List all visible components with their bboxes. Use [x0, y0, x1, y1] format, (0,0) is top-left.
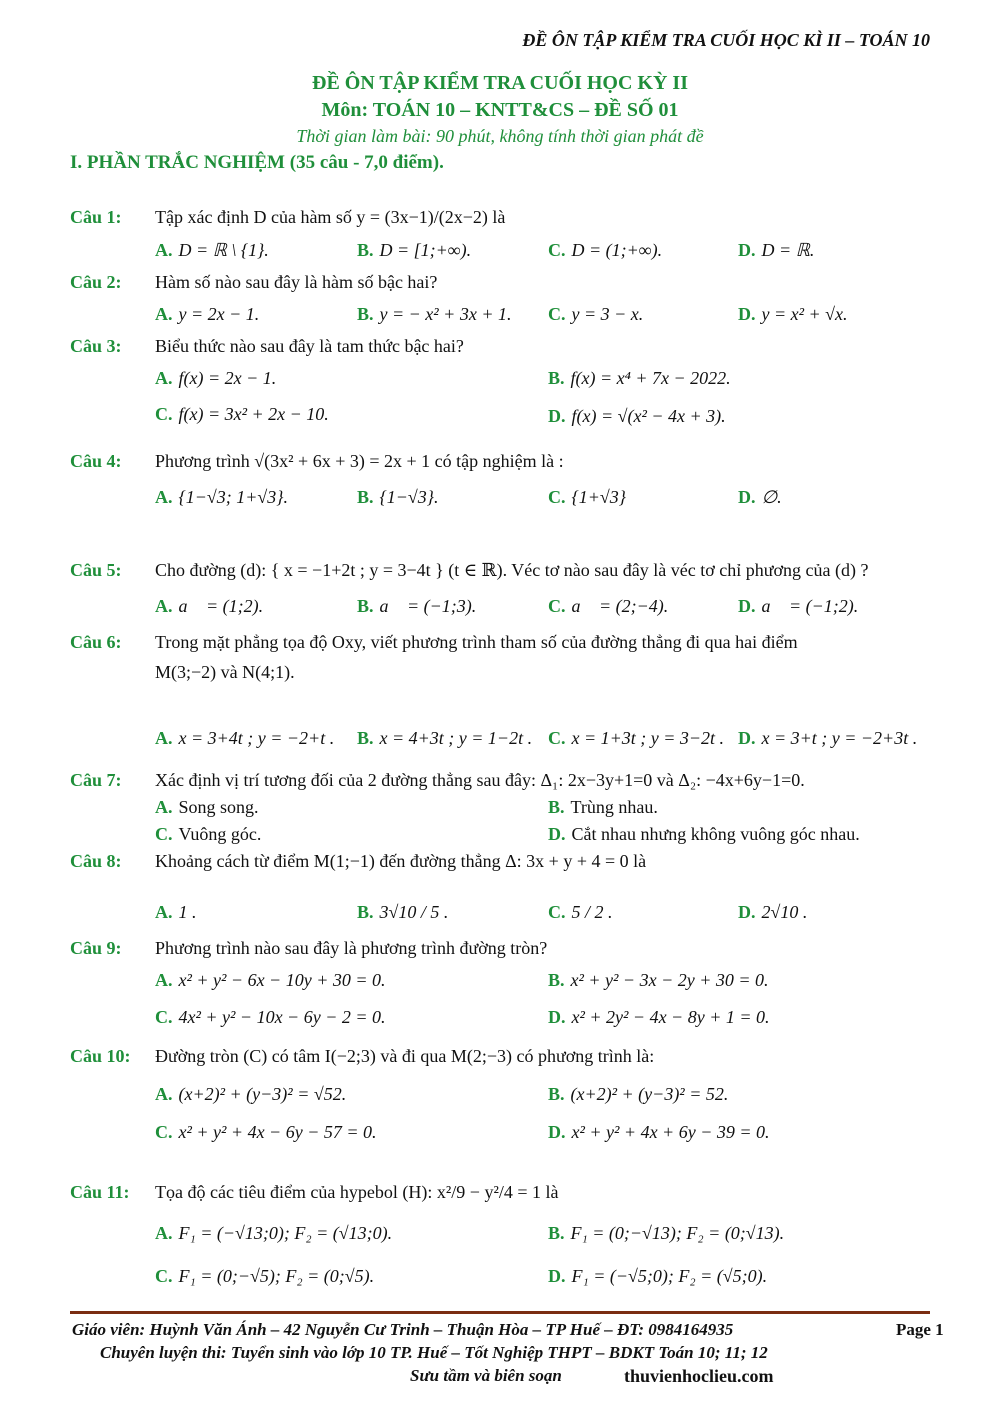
q10-option-b[interactable]: B. (x+2)² + (y−3)² = 52. — [548, 1084, 729, 1104]
q5-option-a[interactable]: A. a⃗ = (1;2). — [155, 596, 264, 616]
q2-option-c[interactable]: C. y = 3 − x. — [548, 304, 644, 324]
q3-option-c[interactable]: C. f(x) = 3x² + 2x − 10. — [155, 404, 329, 424]
q2-option-b[interactable]: B. y = − x² + 3x + 1. — [357, 304, 512, 324]
question-text: Khoảng cách từ điểm M(1;−1) đến đường thẳng Δ: 3x + y + 4 = 0 là — [155, 851, 647, 871]
question-number: Câu 2: — [70, 272, 122, 292]
question-number: Câu 6: — [70, 632, 122, 652]
question-number: Câu 1: — [70, 207, 122, 227]
exam-title: ĐỀ ÔN TẬP KIỂM TRA CUỐI HỌC KỲ II — [312, 72, 688, 94]
question-text: Biểu thức nào sau đây là tam thức bậc hai? — [155, 336, 464, 356]
q4-option-a[interactable]: A. {1−√3; 1+√3}. — [155, 487, 288, 507]
q10-option-c[interactable]: C. x² + y² + 4x − 6y − 57 = 0. — [155, 1122, 377, 1142]
question-number: Câu 4: — [70, 451, 122, 471]
question-text: Tọa độ các tiêu điểm của hypebol (H): x²/9 − y²/4 = 1 là — [155, 1182, 559, 1202]
question-number: Câu 9: — [70, 938, 122, 958]
footer-divider — [70, 1311, 930, 1314]
q11-option-d[interactable]: D. F₁ = (−√5;0); F₂ = (√5;0). — [548, 1266, 768, 1286]
q6-option-b[interactable]: B. x = 4+3t ; y = 1−2t . — [357, 728, 533, 748]
question-text: Phương trình nào sau đây là phương trình đường tròn? — [155, 938, 548, 958]
question-number: Câu 5: — [70, 560, 122, 580]
q6-option-d[interactable]: D. x = 3+t ; y = −2+3t . — [738, 728, 918, 748]
section-heading: I. PHẦN TRẮC NGHIỆM (35 câu - 7,0 điểm). — [70, 152, 444, 173]
q1-option-d[interactable]: D. D = ℝ. — [738, 240, 815, 260]
q8-option-b[interactable]: B. 3√10 / 5 . — [357, 902, 449, 922]
exam-duration: Thời gian làm bài: 90 phút, không tính thời gian phát đề — [296, 126, 704, 146]
question-text: Đường tròn (C) có tâm I(−2;3) và đi qua M(2;−3) có phương trình là: — [155, 1046, 655, 1066]
q5-option-b[interactable]: B. a⃗ = (−1;3). — [357, 596, 477, 616]
page-header: ĐỀ ÔN TẬP KIỂM TRA CUỐI HỌC KÌ II – TOÁN 10 — [522, 30, 930, 50]
question-text: Hàm số nào sau đây là hàm số bậc hai? — [155, 272, 438, 292]
q5-option-c[interactable]: C. a⃗ = (2;−4). — [548, 596, 669, 616]
q8-option-a[interactable]: A. 1 . — [155, 902, 197, 922]
q1-option-b[interactable]: B. D = [1;+∞). — [357, 240, 472, 260]
q11-option-b[interactable]: B. F₁ = (0;−√13); F₂ = (0;√13). — [548, 1223, 785, 1243]
footer-website[interactable]: thuvienhoclieu.com — [624, 1366, 774, 1386]
q1-option-c[interactable]: C. D = (1;+∞). — [548, 240, 663, 260]
question-text: M(3;−2) và N(4;1). — [155, 662, 295, 682]
q3-option-a[interactable]: A. f(x) = 2x − 1. — [155, 368, 277, 388]
question-text: Trong mặt phẳng tọa độ Oxy, viết phương trình tham số của đường thẳng đi qua hai điểm — [155, 632, 798, 652]
q7-option-d[interactable]: D. Cắt nhau nhưng không vuông góc nhau. — [548, 824, 860, 844]
q2-option-a[interactable]: A. y = 2x − 1. — [155, 304, 260, 324]
q2-option-d[interactable]: D. y = x² + √x. — [738, 304, 848, 324]
question-number: Câu 11: — [70, 1182, 130, 1202]
q8-option-c[interactable]: C. 5 / 2 . — [548, 902, 613, 922]
question-text: Phương trình √(3x² + 6x + 3) = 2x + 1 có tập nghiệm là : — [155, 451, 564, 471]
q9-option-a[interactable]: A. x² + y² − 6x − 10y + 30 = 0. — [155, 970, 386, 990]
q6-option-c[interactable]: C. x = 1+3t ; y = 3−2t . — [548, 728, 725, 748]
question-number: Câu 8: — [70, 851, 122, 871]
q3-option-b[interactable]: B. f(x) = x⁴ + 7x − 2022. — [548, 368, 731, 388]
exam-subject: Môn: TOÁN 10 – KNTT&CS – ĐỀ SỐ 01 — [321, 99, 679, 121]
q5-option-d[interactable]: D. a⃗ = (−1;2). — [738, 596, 859, 616]
q7-option-b[interactable]: B. Trùng nhau. — [548, 797, 658, 817]
q10-option-d[interactable]: D. x² + y² + 4x + 6y − 39 = 0. — [548, 1122, 770, 1142]
q9-option-d[interactable]: D. x² + 2y² − 4x − 8y + 1 = 0. — [548, 1007, 770, 1027]
q7-option-a[interactable]: A. Song song. — [155, 797, 259, 817]
q7-option-c[interactable]: C. Vuông góc. — [155, 824, 262, 844]
q4-option-b[interactable]: B. {1−√3}. — [357, 487, 439, 507]
q11-option-c[interactable]: C. F₁ = (0;−√5); F₂ = (0;√5). — [155, 1266, 375, 1286]
q3-option-d[interactable]: D. f(x) = √(x² − 4x + 3). — [548, 406, 726, 426]
q9-option-c[interactable]: C. 4x² + y² − 10x − 6y − 2 = 0. — [155, 1007, 386, 1027]
footer-credit: Sưu tầm và biên soạn — [410, 1366, 562, 1385]
q11-option-a[interactable]: A. F₁ = (−√13;0); F₂ = (√13;0). — [155, 1223, 393, 1243]
q4-option-d[interactable]: D. ∅. — [738, 487, 782, 507]
question-number: Câu 3: — [70, 336, 122, 356]
q9-option-b[interactable]: B. x² + y² − 3x − 2y + 30 = 0. — [548, 970, 769, 990]
question-number: Câu 7: — [70, 770, 122, 790]
question-text: Cho đường (d): { x = −1+2t ; y = 3−4t } (t ∈ ℝ). Véc tơ nào sau đây là véc tơ chỉ phương của (d) ? — [155, 560, 869, 580]
q1-option-a[interactable]: A. D = ℝ \ {1}. — [155, 240, 269, 260]
footer-teacher: Giáo viên: Huỳnh Văn Ánh – 42 Nguyễn Cư Trinh – Thuận Hòa – TP Huế – ĐT: 0984164935 — [72, 1320, 734, 1339]
question-text: Tập xác định D của hàm số y = (3x−1)/(2x−2) là — [155, 207, 506, 227]
page-number: Page 1 — [896, 1320, 944, 1339]
question-text: Xác định vị trí tương đối của 2 đường thẳng sau đây: Δ₁: 2x−3y+1=0 và Δ₂: −4x+6y−1=0. — [155, 770, 805, 790]
q6-option-a[interactable]: A. x = 3+4t ; y = −2+t . — [155, 728, 335, 748]
q10-option-a[interactable]: A. (x+2)² + (y−3)² = √52. — [155, 1084, 347, 1104]
question-number: Câu 10: — [70, 1046, 131, 1066]
q8-option-d[interactable]: D. 2√10 . — [738, 902, 808, 922]
q4-option-c[interactable]: C. {1+√3} — [548, 487, 626, 507]
footer-courses: Chuyên luyện thi: Tuyển sinh vào lớp 10 TP. Huế – Tốt Nghiệp THPT – BDKT Toán 10; 11; 12 — [100, 1343, 768, 1362]
